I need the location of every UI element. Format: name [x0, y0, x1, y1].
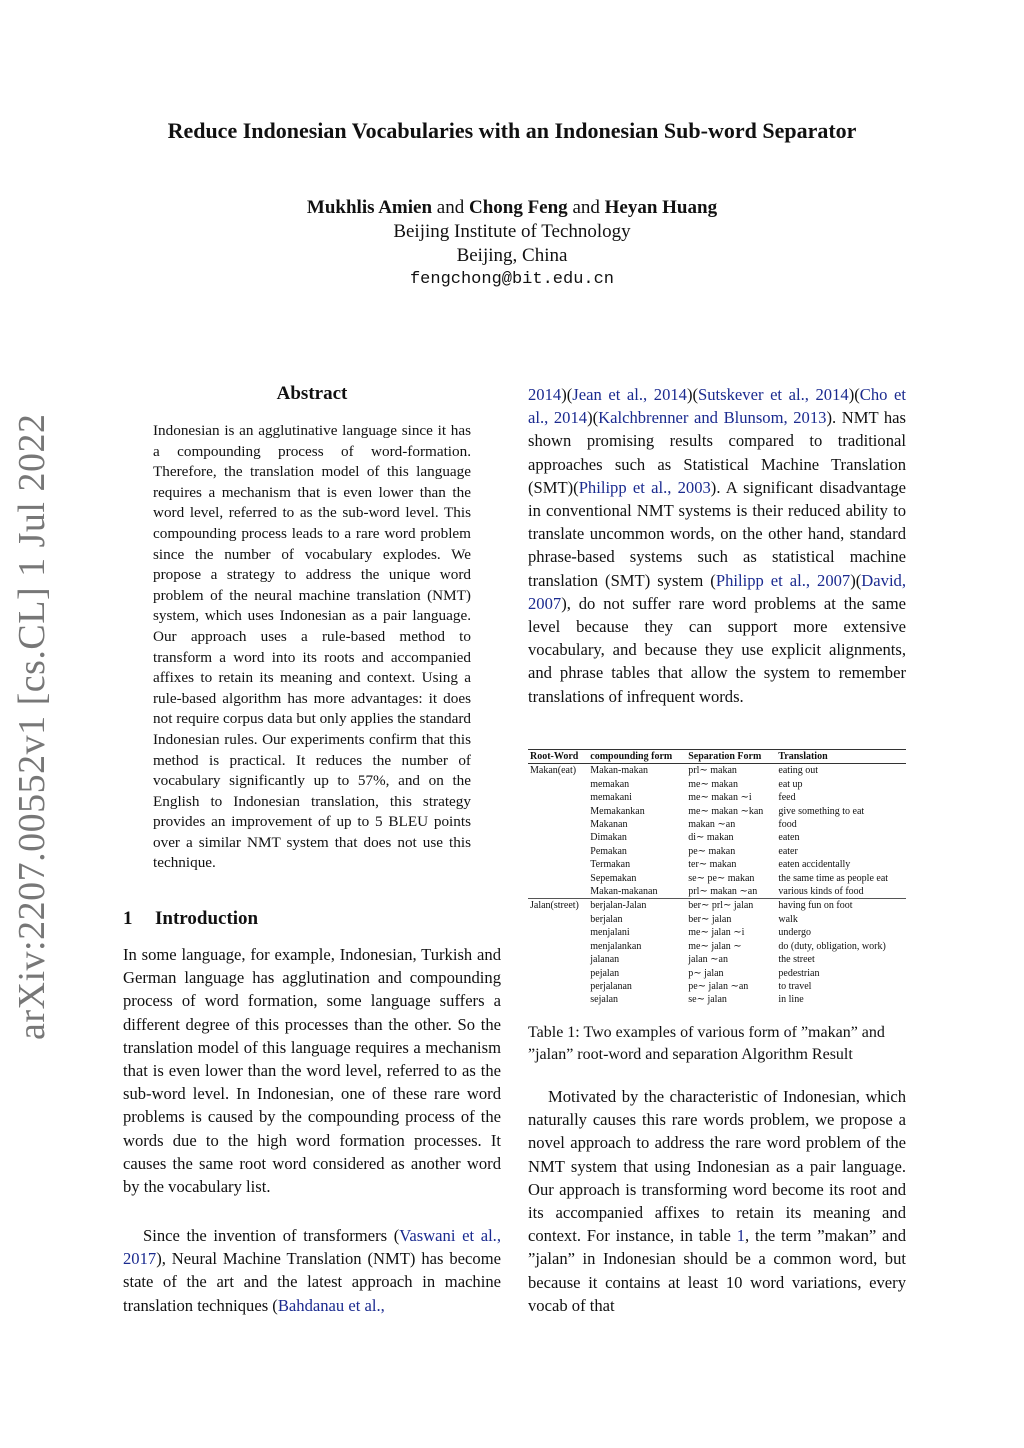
table-row — [528, 980, 906, 993]
table-row — [528, 818, 906, 831]
author-connector: and — [572, 197, 600, 218]
table-cell: walk — [778, 913, 798, 925]
table-caption: Table 1: Two examples of various form of ”makan” and ”jalan” root-word and separation Algorithm Result — [528, 1024, 885, 1063]
table-row — [528, 764, 906, 778]
table-row — [528, 926, 906, 939]
table-cell: Dimakan — [590, 832, 627, 844]
table-reference-link[interactable]: 1 — [736, 1226, 746, 1246]
table-cell — [528, 980, 588, 993]
table-cell: berjalan-Jalan — [588, 899, 686, 913]
table-cell: ter∼ makan — [688, 859, 737, 871]
table-row — [528, 967, 906, 980]
abstract-heading: Abstract — [276, 383, 348, 404]
text-run: )( — [686, 385, 699, 404]
table-cell — [528, 845, 588, 858]
table-header-cell: Root-Word — [528, 750, 588, 764]
table-cell — [528, 953, 588, 966]
table-cell: Pemakan — [590, 845, 627, 857]
table-cell: eat up — [778, 778, 803, 790]
table-cell: me∼ makan — [688, 778, 738, 790]
table-cell: eater — [778, 845, 798, 857]
author-block — [0, 196, 1024, 292]
text-run: ), do not suffer rare word problems at the same level because they can support more extensive vocabulary, and because they use explicit alignments, and phrase tables that allow the system to remember translations of infrequent words. — [528, 593, 906, 706]
table-row — [528, 885, 906, 899]
intro-paragraph-continued — [528, 383, 906, 708]
citation-link[interactable]: Philipp et al., 2003 — [578, 477, 711, 497]
citation-link[interactable]: Bahdanau et al., — [277, 1295, 385, 1315]
table-cell — [528, 940, 588, 953]
table-cell: me∼ makan ∼i — [688, 792, 752, 804]
table-cell: Sepemakan — [590, 872, 637, 884]
table-cell: eaten accidentally — [778, 859, 851, 871]
table-cell — [528, 858, 588, 871]
table-header-row — [528, 750, 906, 764]
table-cell: feed — [778, 792, 796, 804]
table-row — [528, 899, 906, 913]
table-body — [528, 764, 906, 1007]
intro-paragraph-2 — [123, 1224, 501, 1317]
table-cell: do (duty, obligation, work) — [778, 940, 886, 952]
table-cell: pe∼ jalan ∼an — [688, 980, 749, 992]
citation-link[interactable]: Sutskever et al., 2014 — [698, 385, 849, 404]
table-header-cell: compounding form — [588, 750, 686, 764]
table-cell: Makan(eat) — [530, 765, 577, 777]
table-cell: to travel — [778, 980, 812, 992]
author-names — [0, 196, 1024, 220]
table-cell: undergo — [778, 927, 811, 939]
table-cell — [528, 831, 588, 844]
table-cell — [528, 926, 588, 939]
table-cell: the same time as people eat — [778, 872, 889, 884]
table-cell: memakani — [590, 792, 632, 804]
text-run: Motivated by the characteristic of Indonesian, which naturally causes this rare words problem, we propose a novel approach to address the rare word problem of the NMT system that using Indonesian as a pair language. Our approach is transforming word become its root and its accompanied affixes to retain its meaning and context. For instance, in table — [528, 1087, 906, 1246]
table-cell: p∼ jalan — [688, 967, 724, 979]
table-header-cell: Translation — [776, 750, 906, 764]
table-cell: Makanan — [590, 819, 628, 831]
table-cell: prl∼ makan — [688, 765, 737, 777]
table-row — [528, 858, 906, 871]
table-cell — [528, 967, 588, 980]
table-cell: me∼ jalan ∼i — [688, 927, 745, 939]
table-cell: food — [778, 819, 797, 831]
abstract-text: Indonesian is an agglutinative language since it has a compounding process of word-formation. Therefore, the translation model of this language requires a mechanism that is even lower than the word level, referred to as the sub-word level. This compounding process leads to a rare word problem since the number of vocabulary explodes. We propose a strategy to address the unique word problem of the neural machine translation (NMT) system, which uses Indonesian as a pair language. Our approach uses a rule-based method to transform a word into its roots and accompanied affixes to retain its meaning and context. Using a rule-based algorithm has more advantages: it does not require corpus data but only applies the standard Indonesian rules. Our experiments confirm that this method is practical. It reduces the number of vocabulary significantly up to 57%, and on the English to Indonesian translation, this strategy provides an improvement of up to 5 BLEU points over a similar NMT system that does not use this technique. — [153, 422, 472, 872]
text-run: ), Neural Machine Translation (NMT) has become state of the art and the latest approach in machine translation techniques ( — [123, 1249, 501, 1315]
table-row — [528, 791, 906, 804]
table-cell: berjalan — [590, 913, 623, 925]
text-run: )( — [587, 408, 599, 428]
citation-link[interactable]: Vaswani et al., 2017 — [123, 1226, 501, 1269]
section-title: Introduction — [155, 908, 259, 929]
table-cell: eating out — [778, 765, 819, 777]
table-row — [528, 993, 906, 1006]
text-run: )( — [850, 570, 862, 590]
root-word-table — [528, 749, 906, 1007]
citation-link[interactable]: David, 2007 — [528, 570, 906, 613]
table-cell: prl∼ makan ∼an — [688, 886, 758, 898]
intro-paragraph-1: In some language, for example, Indonesian, Turkish and German language has agglutination and compounding process of word formation, some language suffers a different degree of this processes than the other. So the translation model of this language requires a mechanism that is even lower than the word level, referred to as the sub-word level. In Indonesian, one of these rare word problems is caused by the compounding process of the words due to the high word formation processes. It causes the same root word considered as another word by the vocabulary list. — [123, 945, 501, 1197]
table-cell: makan ∼an — [688, 819, 736, 831]
table-cell: perjalanan — [590, 980, 632, 992]
table-cell: having fun on foot — [776, 899, 906, 913]
citation-link[interactable]: 2014 — [528, 385, 562, 404]
text-run: )( — [561, 385, 573, 404]
table-row — [528, 845, 906, 858]
table-cell: jalan ∼an — [688, 954, 728, 966]
table-cell: in line — [778, 994, 804, 1006]
table-1 — [528, 749, 906, 1007]
table-cell: pedestrian — [778, 967, 820, 979]
author-name: Mukhlis Amien — [306, 197, 433, 218]
table-cell — [528, 805, 588, 818]
text-run: , the term ”makan” and ”jalan” in Indonesian should be a common word, but because it contains at least 10 word variations, every vocab of that — [528, 1226, 906, 1315]
table-row — [528, 778, 906, 791]
citation-link[interactable]: Jean et al., 2014 — [572, 385, 687, 404]
citation-link[interactable]: Philipp et al., 2007 — [715, 570, 851, 590]
table-cell — [528, 913, 588, 926]
author-name: Heyan Huang — [604, 197, 718, 218]
table-cell: se∼ pe∼ makan — [688, 872, 755, 884]
text-run: ). NMT has shown promising results compared to traditional approaches such as Statistical Machine Translation (SMT)( — [528, 408, 906, 497]
motivation-paragraph — [528, 1085, 906, 1317]
table-cell — [528, 872, 588, 885]
table-cell: menjalankan — [590, 940, 642, 952]
table-cell: Memakankan — [590, 805, 645, 817]
section-heading — [123, 908, 258, 930]
text-run: ). A significant disadvantage in conventional NMT systems is their reduced ability to translate uncommon words, on the other hand, standard phrase-based systems such as statistical machine translation (SMT) system ( — [528, 477, 906, 590]
table-cell — [528, 885, 588, 899]
table-cell — [528, 993, 588, 1006]
email-link[interactable]: fengchong@bit.edu.cn — [409, 270, 615, 289]
table-cell: ber∼ jalan — [688, 913, 732, 925]
author-name: Chong Feng — [468, 197, 568, 218]
table-cell: pe∼ makan — [688, 845, 736, 857]
table-cell: me∼ makan ∼kan — [688, 805, 764, 817]
affiliation: Beijing Institute of Technology — [393, 221, 631, 242]
table-cell: di∼ makan — [688, 832, 734, 844]
table-cell: pejalan — [590, 967, 620, 979]
table-row — [528, 831, 906, 844]
table-row — [528, 953, 906, 966]
table-cell: Jalan(street) — [528, 899, 588, 913]
table-cell: give something to eat — [778, 805, 865, 817]
table-cell: me∼ jalan ∼ — [688, 940, 742, 952]
table-row — [528, 913, 906, 926]
table-cell — [528, 791, 588, 804]
table-cell: the street — [778, 954, 815, 966]
table-cell: jalanan — [590, 954, 620, 966]
paper-title: Reduce Indonesian Vocabularies with an Indonesian Sub-word Separator — [167, 118, 857, 143]
citation-link[interactable]: Cho et al., 2014 — [528, 385, 906, 428]
table-cell: se∼ jalan — [688, 994, 727, 1006]
table-row — [528, 872, 906, 885]
table-row — [528, 940, 906, 953]
table-header-cell: Separation Form — [686, 750, 776, 764]
location: Beijing, China — [456, 245, 568, 266]
arxiv-stamp: arXiv:2207.00552v1 [cs.CL] 1 Jul 2022 — [11, 413, 53, 1040]
section-number: 1 — [123, 908, 133, 929]
table-cell: memakan — [590, 778, 630, 790]
table-cell — [528, 818, 588, 831]
table-cell: various kinds of food — [778, 886, 864, 898]
author-connector: and — [436, 197, 465, 218]
table-cell — [528, 778, 588, 791]
table-cell: menjalani — [590, 927, 630, 939]
table-cell: ber∼ prl∼ jalan — [686, 899, 776, 913]
table-cell: Makan-makan — [590, 765, 649, 777]
text-run: )( — [848, 385, 860, 404]
text-run: Since the invention of transformers ( — [143, 1226, 400, 1245]
table-cell: Termakan — [590, 859, 631, 871]
table-cell: sejalan — [590, 994, 619, 1006]
table-row — [528, 805, 906, 818]
table-cell: Makan-makanan — [590, 886, 658, 898]
citation-link[interactable]: Kalchbrenner and Blunsom, 2013 — [598, 408, 827, 428]
table-cell: eaten — [778, 832, 800, 844]
